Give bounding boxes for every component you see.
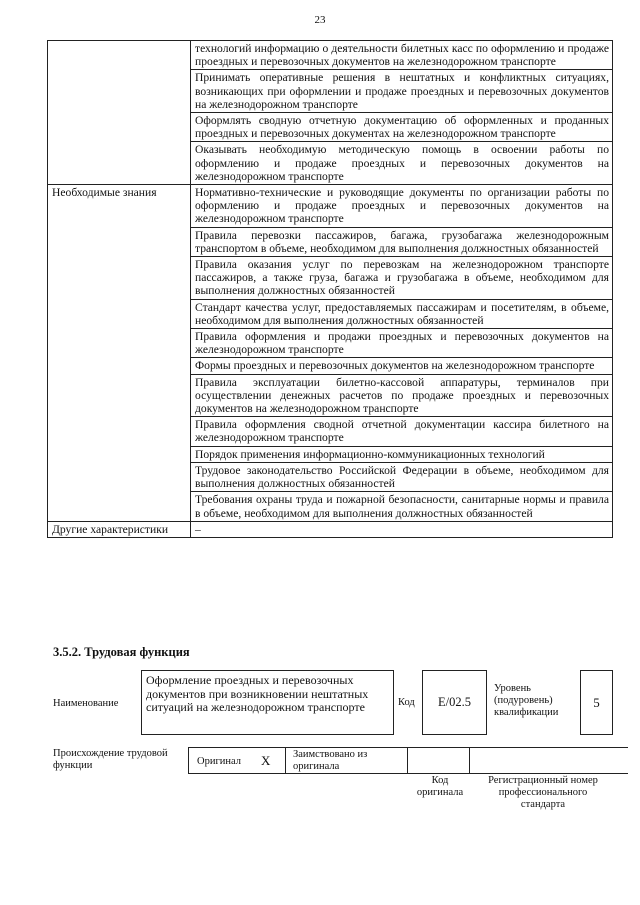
row-text: Правила эксплуатации билетно-кассовой аппаратуры, терминалов при осуществлении денежных расчетов по продаже проездных и перевозочных документов на железнодорожном транспорте: [191, 374, 613, 417]
row-text: Трудовое законодательство Российской Федерации в объеме, необходимом для выполнения должностных обязанностей: [191, 462, 613, 491]
row-text: Принимать оперативные решения в нештатных и конфликтных ситуациях, возникающих при оформлении и продаже проездных и перевозочных документов на железнодорожном транспорте: [191, 70, 613, 113]
row-text: Порядок применения информационно-коммуникационных технологий: [191, 446, 613, 462]
row-text: Оформлять сводную отчетную документацию об оформленных и проданных проездных и перевозочных документах на железнодорожном транспорте: [191, 113, 613, 142]
origin-row: [188, 747, 628, 774]
row-text: Оказывать необходимую методическую помощь в освоении работы по оформлению и продаже проездных и перевозочных документов на железнодорожном транспорте: [191, 142, 613, 185]
row-text: технологий информацию о деятельности билетных касс по оформлению и продаже проездных и перевозочных документов на железнодорожном транспорте: [191, 41, 613, 70]
origin-label: Происхождение трудовой функции: [53, 748, 168, 771]
row-text: Формы проездных и перевозочных документов на железнодорожном транспорте: [191, 358, 613, 374]
name-value: Оформление проездных и перевозочных документов при возникновении нештатных ситуаций на железнодорожном транспорте: [146, 673, 369, 714]
row-text: Нормативно-технические и руководящие документы по организации работы по оформлению и продаже проездных и перевозочных документов на железнодорожном транспорте: [191, 185, 613, 228]
code-value: E/02.5: [438, 695, 471, 709]
level-value: 5: [593, 695, 600, 710]
section-heading: 3.5.2. Трудовая функция: [53, 645, 190, 659]
table-row: [48, 521, 613, 537]
row-label: Другие характеристики: [48, 521, 191, 537]
borrowed-label: Заимствовано из оригинала: [293, 749, 368, 772]
table-row: [48, 185, 613, 228]
page-number: 23: [314, 14, 326, 26]
name-box: [141, 670, 394, 735]
row-text: Стандарт качества услуг, предоставляемых пассажирам и посетителям, в объеме, необходимом для выполнения должностных обязанностей: [191, 299, 613, 328]
row-text: Правила перевозки пассажиров, багажа, грузобагажа железнодорожным транспортом в объеме, необходимом для выполнения должностных обязанностей: [191, 227, 613, 256]
knowledge-table: [47, 40, 613, 538]
level-box: [580, 670, 613, 735]
row-text: Правила оформления и продажи проездных и перевозочных документов на железнодорожном транспорте: [191, 329, 613, 358]
row-text: Требования охраны труда и пожарной безопасности, санитарные нормы и правила в объеме, необходимом для выполнения должностных обязанностей: [191, 492, 613, 521]
row-text: –: [191, 521, 613, 537]
divider: [469, 747, 470, 774]
row-label: Необходимые знания: [48, 185, 191, 522]
original-mark: X: [261, 753, 271, 768]
level-label: Уровень (подуровень) квалификации: [494, 683, 559, 718]
divider: [285, 747, 286, 774]
name-label: Наименование: [53, 698, 119, 709]
code-label: Код: [398, 697, 415, 708]
code-original-caption: Код оригинала: [416, 775, 464, 798]
reg-number-caption: Регистрационный номер профессионального стандарта: [488, 775, 598, 810]
code-box: [422, 670, 487, 735]
divider: [407, 747, 408, 774]
row-label: [48, 41, 191, 185]
row-text: Правила оказания услуг по перевозкам на железнодорожном транспорте пассажиров, а также груза, багажа и грузобагажа в объеме, необходимом для выполнения должностных обязанностей: [191, 257, 613, 300]
row-text: Правила оформления сводной отчетной документации кассира билетного на железнодорожном транспорте: [191, 417, 613, 446]
original-label: Оригинал: [197, 756, 241, 767]
table-row: [48, 41, 613, 70]
